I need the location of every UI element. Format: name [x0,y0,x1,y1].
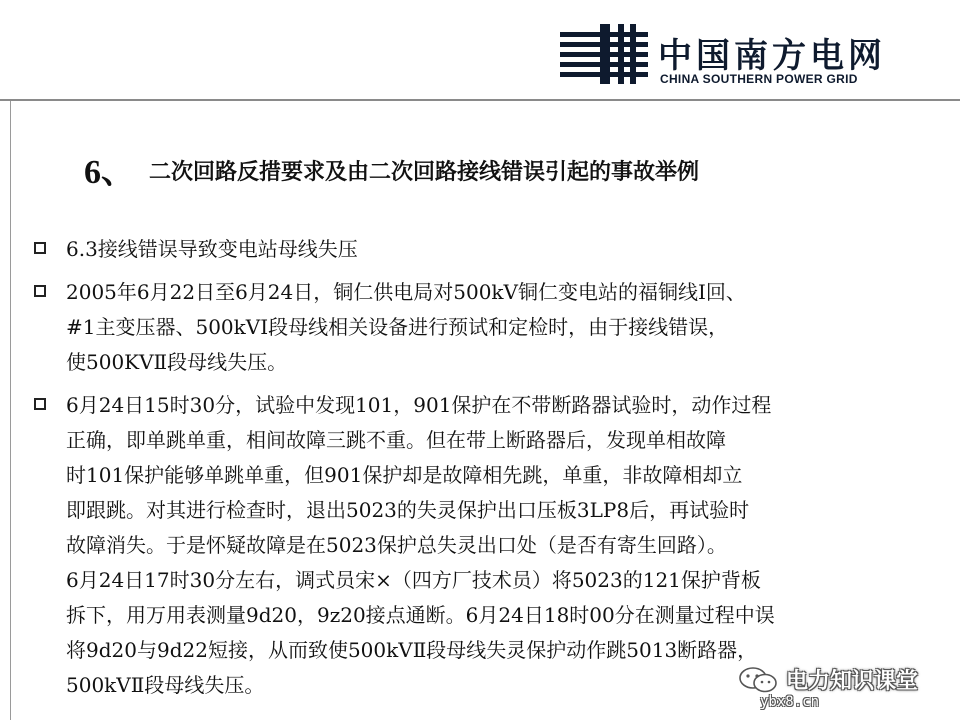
watermark [738,664,953,716]
csg-logo-icon [560,22,648,86]
logo-english-name: CHINA SOUTHERN POWER GRID [660,72,858,86]
bullet-line: 时101保护能够单跳单重，但901保护却是故障相先跳，单重，非故障相却立 [66,463,743,487]
square-bullet-icon [34,242,46,254]
bullet-line: #1主变压器、500kVⅠ段母线相关设备进行预试和定检时，由于接线错误， [66,315,729,339]
bullet-line: 将9d20与9d22短接，从而致使500kVⅡ段母线失灵保护动作跳5013断路器， [66,638,758,662]
title-text: 二次回路反措要求及由二次回路接线错误引起的事故举例 [149,160,700,185]
bullet-line: 故障消失。于是怀疑故障是在5023保护总失灵出口处（是否有寄生回路）。 [66,533,727,557]
bullet-line: 2005年6月22日至6月24日，铜仁供电局对500kV铜仁变电站的福铜线Ⅰ回、 [66,280,746,304]
bullet-line: 拆下，用万用表测量9d20，9z20接点通断。6月24日18时00分在测量过程中误 [66,603,775,627]
bullet-list [30,232,945,711]
bullet-line: 6月24日17时30分左右，调式员宋×（四方厂技术员）将5023的121保护背板 [66,568,761,592]
company-logo [560,22,950,90]
bullet-item-1 [30,232,945,267]
header [0,0,960,100]
header-divider [0,99,960,101]
left-border [10,101,11,720]
bullet-item-3 [30,388,945,703]
bullet-text: 6.3接线错误导致变电站母线失压 [66,237,358,261]
square-bullet-icon [34,398,46,410]
logo-chinese-name: 中国南方电网 [658,36,886,76]
slide-title [84,144,699,193]
watermark-url: ybx8.cn [760,694,820,710]
title-number: 6、 [84,154,135,191]
bullet-line: 即跟跳。对其进行检查时，退出5023的失灵保护出口压板3LP8后，再试验时 [66,498,750,522]
bullet-line: 6月24日15时30分，试验中发现101，901保护在不带断路器试验时，动作过程 [66,393,772,417]
bullet-line: 使500KVⅡ段母线失压。 [66,350,288,374]
bullet-line: 500kVⅡ段母线失压。 [66,673,265,697]
watermark-text: 电力知识课堂 [786,669,919,694]
wechat-icon [738,666,778,694]
bullet-item-2 [30,275,945,380]
bullet-line: 正确，即单跳单重，相间故障三跳不重。但在带上断路器后，发现单相故障 [66,428,726,452]
square-bullet-icon [34,285,46,297]
